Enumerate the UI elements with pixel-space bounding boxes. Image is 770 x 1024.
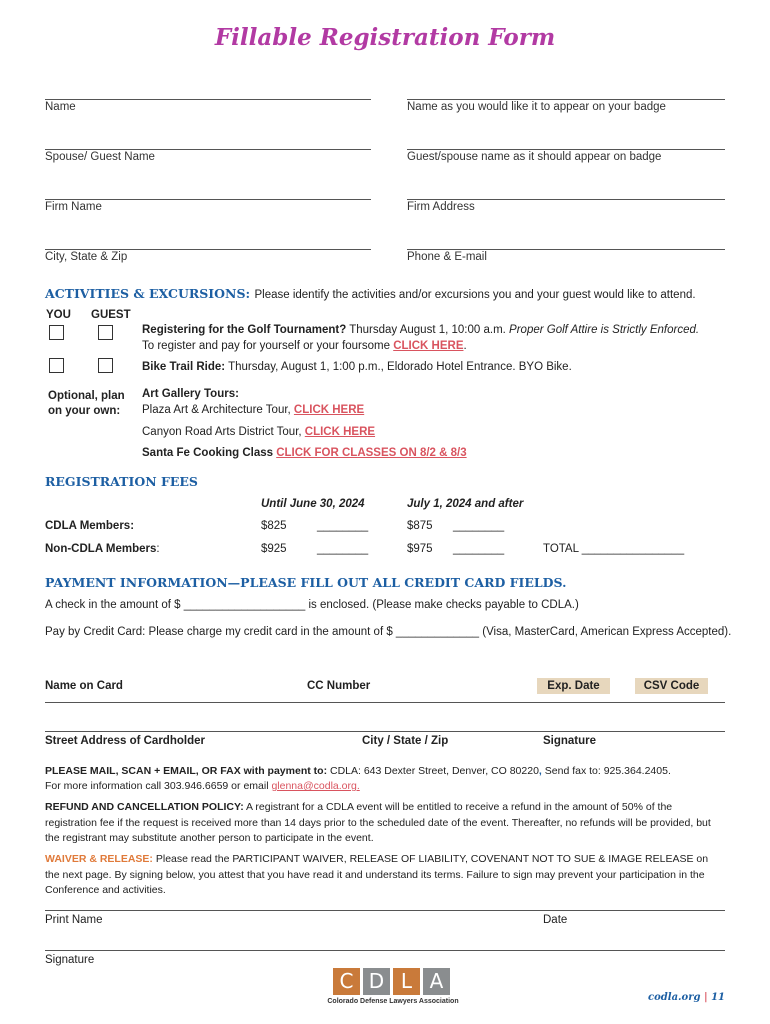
cooking-line	[142, 445, 467, 461]
non-late-blank[interactable]: ________	[453, 543, 505, 555]
plaza-click-here-link[interactable]: CLICK HERE	[293, 404, 365, 416]
bike-desc: Thursday, August 1, 1:00 p.m., Eldorado Hotel Entrance. BYO Bike.	[225, 361, 572, 373]
email-link[interactable]: glenna@codla.org.	[271, 780, 360, 792]
non-early-blank[interactable]: ________	[317, 543, 369, 555]
mail-address: CDLA: 643 Dexter Street, Denver, CO 80220	[327, 765, 539, 777]
check-line[interactable]: A check in the amount of $ ___________________ is enclosed. (Please make checks payable to CDLA.)	[45, 599, 579, 611]
cdla-logo	[333, 968, 450, 995]
badge-name-label: Name as you would like it to appear on your badge	[407, 101, 666, 113]
bike-line	[142, 359, 572, 375]
cooking-title: Santa Fe Cooking Class	[142, 447, 277, 459]
bike-title: Bike Trail Ride:	[142, 361, 226, 373]
refund-text: A registrant for a CDLA event will be entitled to receive a refund in the amount of 50% of the registration fee if the request is received more than 14 days prior to the scheduled date of the event. Thereafter, no refunds will be provided, but the registrant may substitute another person to participate in the event.	[45, 801, 711, 844]
badge-name-line[interactable]	[407, 99, 725, 100]
city-label: City, State & Zip	[45, 251, 128, 263]
name-line[interactable]	[45, 99, 371, 100]
non-members-line	[45, 541, 160, 557]
card-fields-line[interactable]	[45, 702, 725, 703]
golf-line-1	[142, 322, 699, 338]
logo-letter-l: L	[393, 968, 420, 995]
refund-bold: REFUND AND CANCELLATION POLICY:	[45, 801, 244, 813]
art-title: Art Gallery Tours:	[142, 388, 239, 400]
members-late-blank[interactable]: ________	[453, 520, 505, 532]
bike-you-checkbox[interactable]	[49, 358, 64, 373]
guest-name-label: Spouse/ Guest Name	[45, 151, 155, 163]
golf-attire: Proper Golf Attire is Strictly Enforced.	[509, 324, 700, 336]
info-text: For more information call 303.946.6659 or email	[45, 780, 272, 792]
phone-line[interactable]	[407, 249, 725, 250]
mail-comma: ,	[538, 765, 542, 777]
golf-time: Thursday August 1, 10:00 a.m.	[346, 324, 510, 336]
name-label: Name	[45, 101, 76, 113]
signature-label: Signature	[45, 954, 95, 966]
col-guest: GUEST	[91, 309, 131, 321]
canyon-line	[142, 424, 375, 440]
mail-fax: Send fax to: 925.364.2405.	[541, 765, 671, 777]
activities-heading	[45, 286, 696, 301]
canyon-text: Canyon Road Arts District Tour,	[142, 426, 305, 438]
mail-line	[45, 764, 735, 780]
waiver	[45, 852, 725, 899]
golf-guest-checkbox[interactable]	[98, 325, 113, 340]
logo-caption: Colorado Defense Lawyers Association	[327, 998, 459, 1005]
guest-name-line[interactable]	[45, 149, 371, 150]
members-early-blank[interactable]: ________	[317, 520, 369, 532]
footer-sep: |	[700, 992, 712, 1003]
total-field[interactable]: TOTAL ________________	[543, 543, 685, 555]
street-address-label: Street Address of Cardholder	[45, 735, 205, 747]
optional-label-1: Optional, plan	[48, 390, 125, 402]
members-label: CDLA Members:	[45, 520, 135, 532]
logo-letter-c: C	[333, 968, 360, 995]
golf-period: .	[463, 340, 467, 352]
bike-guest-checkbox[interactable]	[98, 358, 113, 373]
payment-heading: PAYMENT INFORMATION—PLEASE FILL OUT ALL CREDIT CARD FIELDS.	[45, 575, 567, 590]
print-name-line[interactable]	[45, 910, 725, 911]
guest-badge-label: Guest/spouse name as it should appear on badge	[407, 151, 662, 163]
activities-subheading: Please identify the activities and/or excursions you and your guest would like to attend.	[254, 289, 696, 301]
optional-label-2: on your own:	[48, 405, 121, 417]
card-city-label: City / State / Zip	[362, 735, 449, 747]
fees-col-early: Until June 30, 2024	[261, 498, 365, 510]
golf-click-here-link[interactable]: CLICK HERE	[393, 340, 464, 352]
activities-title: ACTIVITIES & EXCURSIONS:	[45, 286, 251, 301]
non-early-price: $925	[261, 543, 287, 555]
form-title: Fillable Registration Form	[214, 24, 556, 51]
address-fields-line[interactable]	[45, 731, 725, 732]
phone-label: Phone & E-mail	[407, 251, 487, 263]
members-late-price: $875	[407, 520, 433, 532]
info-line	[45, 779, 735, 795]
golf-register-text: To register and pay for yourself or your foursome	[142, 340, 394, 352]
footer-page: 11	[711, 992, 725, 1003]
non-late-price: $975	[407, 543, 433, 555]
firm-address-label: Firm Address	[407, 201, 475, 213]
footer-site[interactable]: codla.org	[648, 992, 701, 1003]
fees-heading: REGISTRATION FEES	[45, 474, 198, 489]
city-line[interactable]	[45, 249, 371, 250]
logo-letter-a: A	[423, 968, 450, 995]
plaza-line	[142, 402, 364, 418]
canyon-click-here-link[interactable]: CLICK HERE	[304, 426, 376, 438]
guest-badge-line[interactable]	[407, 149, 725, 150]
date-label: Date	[543, 914, 568, 926]
footer	[648, 992, 725, 1003]
exp-date-label: Exp. Date	[537, 678, 610, 694]
firm-address-line[interactable]	[407, 199, 725, 200]
logo-letter-d: D	[363, 968, 390, 995]
cc-line[interactable]: Pay by Credit Card: Please charge my credit card in the amount of $ _____________ (Visa, MasterCard, American Express Accepted).	[45, 626, 732, 638]
non-members-colon: :	[156, 543, 160, 555]
plaza-text: Plaza Art & Architecture Tour,	[142, 404, 294, 416]
golf-line-2	[142, 338, 467, 354]
non-members-label: Non-CDLA Members	[45, 543, 157, 555]
mail-bold: PLEASE MAIL, SCAN + EMAIL, OR FAX with payment to:	[45, 765, 328, 777]
signature-line[interactable]	[45, 950, 725, 951]
waiver-text: Please read the PARTICIPANT WAIVER, RELEASE OF LIABILITY, COVENANT NOT TO SUE & IMAGE RELEASE on the next page. By signing below, you attest that you have read it and understand its terms. Failure to sign may prevent your participation in the Conference and activities.	[45, 853, 709, 896]
members-early-price: $825	[261, 520, 287, 532]
firm-name-line[interactable]	[45, 199, 371, 200]
csv-code-label: CSV Code	[635, 678, 708, 694]
golf-you-checkbox[interactable]	[49, 325, 64, 340]
cc-number-label: CC Number	[307, 680, 371, 692]
name-on-card-label: Name on Card	[45, 680, 123, 692]
print-name-label: Print Name	[45, 914, 103, 926]
firm-name-label: Firm Name	[45, 201, 102, 213]
waiver-bold: WAIVER & RELEASE:	[45, 853, 153, 865]
card-signature-label: Signature	[543, 735, 597, 747]
golf-title: Registering for the Golf Tournament?	[142, 324, 347, 336]
col-you: YOU	[46, 309, 71, 321]
cooking-link[interactable]: CLICK FOR CLASSES ON 8/2 & 8/3	[276, 447, 467, 459]
fees-col-late: July 1, 2024 and after	[407, 498, 524, 510]
refund-policy	[45, 800, 725, 847]
